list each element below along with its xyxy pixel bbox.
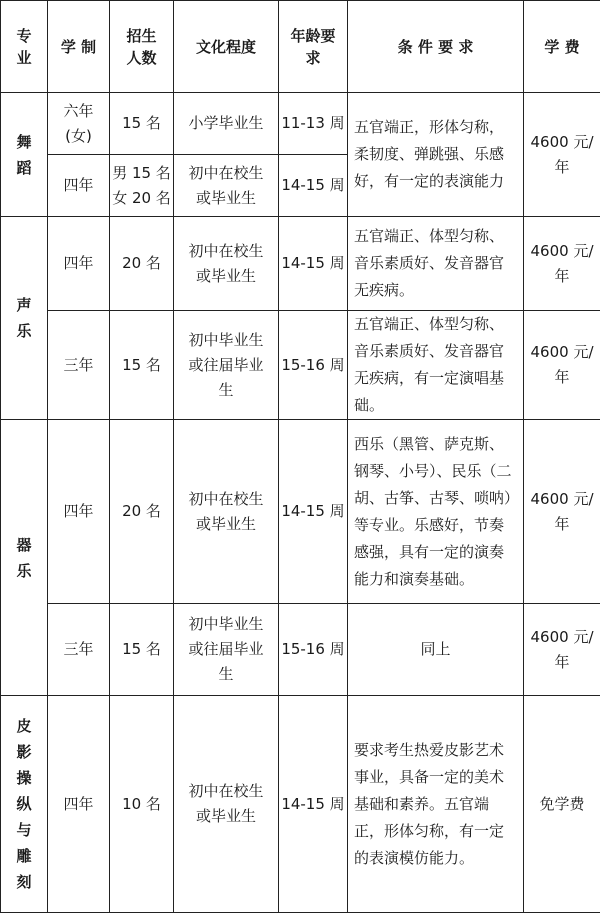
major-instrument <box>1 420 48 696</box>
cell-age: 14-15 周 <box>279 420 348 604</box>
cell-fee: 4600 元/ 年 <box>524 604 600 696</box>
cell-count: 男 15 名 女 20 名 <box>110 155 174 217</box>
cell-fee: 4600 元/ 年 <box>524 420 600 604</box>
cell-system: 六年 (女) <box>48 93 110 155</box>
cell-age: 14-15 周 <box>279 155 348 217</box>
header-age: 年龄要 求 <box>279 1 348 93</box>
table-row <box>1 420 600 604</box>
major-label: 舞蹈 <box>16 129 32 181</box>
cell-education: 初中在校生 或毕业生 <box>174 155 279 217</box>
cell-count: 10 名 <box>110 696 174 913</box>
cell-education: 初中在校生 或毕业生 <box>174 420 279 604</box>
cell-age: 14-15 周 <box>279 696 348 913</box>
major-label: 声乐 <box>16 292 32 344</box>
cell-education: 初中在校生 或毕业生 <box>174 696 279 913</box>
cell-fee: 4600 元/ 年 <box>524 217 600 311</box>
header-conditions: 条 件 要 求 <box>348 1 524 93</box>
cell-system: 四年 <box>48 420 110 604</box>
cell-fee: 4600 元/ 年 <box>524 93 600 217</box>
cell-system: 四年 <box>48 696 110 913</box>
cell-conditions: 要求考生热爱皮影艺术事业，具备一定的美术基础和素养。五官端正，形体匀称，有一定的表演模仿能力。 <box>348 696 524 913</box>
major-vocal <box>1 217 48 420</box>
cell-fee: 4600 元/ 年 <box>524 311 600 420</box>
cell-conditions: 五官端正、体型匀称、音乐素质好、发音器官无疾病。 <box>348 217 524 311</box>
header-system: 学 制 <box>48 1 110 93</box>
header-major: 专 业 <box>1 1 48 93</box>
cell-count: 20 名 <box>110 217 174 311</box>
major-dance <box>1 93 48 217</box>
cell-age: 15-16 周 <box>279 311 348 420</box>
cell-conditions: 西乐（黑管、萨克斯、钢琴、小号）、民乐（二胡、古筝、古琴、唢呐）等专业。乐感好，节奏感强，具有一定的演奏能力和演奏基础。 <box>348 420 524 604</box>
cell-age: 15-16 周 <box>279 604 348 696</box>
table-row <box>1 217 600 311</box>
major-label: 皮影操纵与雕刻 <box>16 713 32 895</box>
cell-count: 15 名 <box>110 311 174 420</box>
table-row <box>1 604 600 696</box>
table-row <box>1 311 600 420</box>
header-fee: 学 费 <box>524 1 600 93</box>
cell-age: 11-13 周 <box>279 93 348 155</box>
cell-system: 四年 <box>48 217 110 311</box>
cell-education: 初中在校生 或毕业生 <box>174 217 279 311</box>
cell-conditions: 同上 <box>348 604 524 696</box>
cell-conditions: 五官端正，形体匀称，柔韧度、弹跳强、乐感好，有一定的表演能力 <box>348 93 524 217</box>
cell-count: 15 名 <box>110 93 174 155</box>
cell-education: 初中毕业生 或往届毕业 生 <box>174 311 279 420</box>
header-count: 招生 人数 <box>110 1 174 93</box>
cell-system: 三年 <box>48 604 110 696</box>
major-label: 器乐 <box>16 532 32 584</box>
header-education: 文化程度 <box>174 1 279 93</box>
cell-system: 四年 <box>48 155 110 217</box>
header-row <box>1 1 600 93</box>
cell-fee: 免学费 <box>524 696 600 913</box>
major-shadow <box>1 696 48 913</box>
cell-count: 15 名 <box>110 604 174 696</box>
cell-education: 初中毕业生 或往届毕业 生 <box>174 604 279 696</box>
cell-education: 小学毕业生 <box>174 93 279 155</box>
cell-age: 14-15 周 <box>279 217 348 311</box>
table-row <box>1 93 600 155</box>
cell-conditions: 五官端正、体型匀称、音乐素质好、发音器官无疾病，有一定演唱基础。 <box>348 311 524 420</box>
table-row <box>1 696 600 913</box>
cell-system: 三年 <box>48 311 110 420</box>
cell-count: 20 名 <box>110 420 174 604</box>
